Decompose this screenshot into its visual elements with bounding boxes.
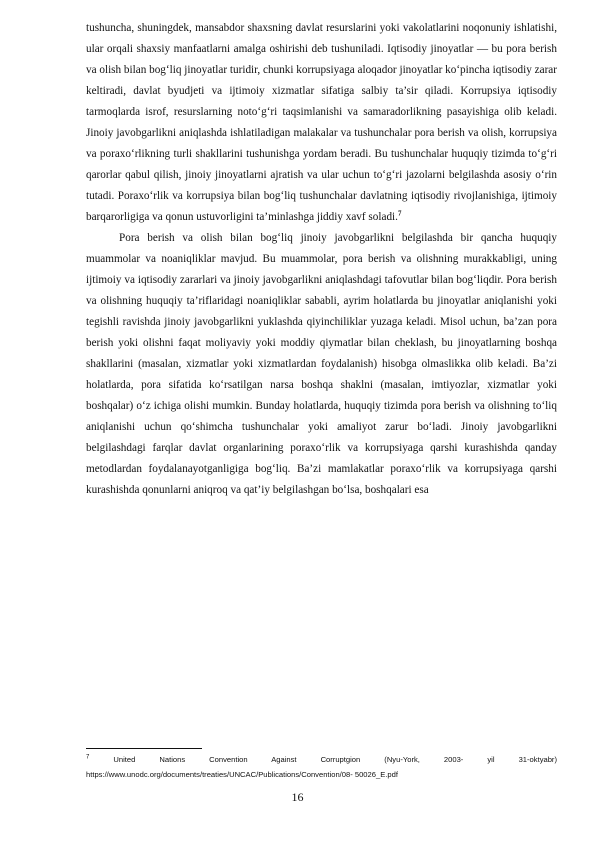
footnote-reference: 7 [397, 209, 402, 218]
footnote [86, 752, 557, 782]
footnote-divider [86, 748, 202, 749]
footnote-line [86, 752, 557, 767]
paragraph [86, 228, 557, 501]
document-body [86, 18, 557, 501]
footnote-url: https://www.unodc.org/documents/treaties/UNCAC/Publications/Convention/08- 50026_E.pdf [86, 770, 398, 779]
paragraph-text: Pora berish va olish bilan bog‘liq jinoiy javobgarlikni belgilashda bir qancha huquqiy muammolar va noaniqliklar mavjud. Bu muammolar, pora berish va olishning murakkabligi, uning ijtimoiy va iqtisodiy zararlari va jinoiy javobgarlikni aniqlashdagi tafovutlar bilan bog‘liqdir. Pora berish va olishning huquqiy ta’riflaridagi noaniqliklar sababli, ayrim holatlarda bu jinoyatlar aniqlanishi yoki tegishli ravishda jinoiy javobgarlikni yuklashda qiyinchiliklar yuzaga keladi. Misol uchun, ba’zan pora berish yoki olishni faqat moliyaviy yoki moddiy qiymatlar bilan cheklash, bu jinoyatlarning boshqa shakllarini (masalan, xizmatlar yoki xizmatlardan foydalanish) hisobga olmaslikka olib keladi. Ba’zi holatlarda, pora sifatida ko‘rsatilgan narsa boshqa shaklni (masalan, imtiyozlar, xizmatlar yoki boshqalar) o‘z ichiga olishi mumkin. Bunday holatlarda, huquqiy tizimda pora berish va olishning to‘liq aniqlanishi uchun qo‘shimcha tushunchalar yoki amaliyot zarur bo‘ladi. Jinoiy javobgarlikni belgilashdagi farqlar davlat organlarining poraxo‘rlik va korrupsiyaga qarshi kurashishda qanday metodlardan foydalanayotganligiga bog‘liq. Ba’zi mamlakatlar poraxo‘rlik va korrupsiyaga qarshi kurashishda qonunlarni aniqroq va qat’iy belgilashgan bo‘lsa, boshqalari esa [86, 232, 557, 496]
footnote-citation: United Nations Convention Against Corruptgion (Nyu-York, 2003- yil 31-oktyabr) [113, 755, 557, 764]
paragraph-text: tushuncha, shuningdek, mansabdor shaxsning davlat resurslarini yoki vakolatlarini noqonuniy ishlatishi, ular orqali shaxsiy manfaatlarni amalga oshirishi deb tushuniladi. Iqtisodiy jinoyatlar — bu pora berish va olish bilan bog‘liq jinoyatlar turidir, chunki korrupsiyaga aloqador jinoyatlar ko‘pincha iqtisodiy zarar keltiradi, davlat byudjeti va ijtimoiy xizmatlar sifatiga salbiy ta’sir qiladi. Korrupsiya iqtisodiy tarmoqlarda isrof, resurslarning noto‘g‘ri taqsimlanishi va samaradorlikning pasayishiga olib keladi. Jinoiy javobgarlikni aniqlashda ishlatiladigan malakalar va tushunchalar pora berish va olish, korrupsiya va poraxo‘rlikning turli shakllarini tushunishga yordam beradi. Bu tushunchalar huquqiy tizimda to‘g‘ri qarorlar qabul qilish, jinoiy jinoyatlarni ajratish va ular uchun to‘g‘ri jazolarni belgilashda asosiy o‘rin tutadi. Poraxo‘rlik va korrupsiya bilan bog‘liq tushunchalar davlatning iqtisodiy rivojlanishiga, ijtimoiy barqarorligiga va qonun ustuvorligini ta’minlashga jiddiy xavf soladi. [86, 22, 557, 223]
footnote-number: 7 [86, 754, 90, 761]
page-number: 16 [291, 790, 304, 804]
paragraph [86, 18, 557, 228]
